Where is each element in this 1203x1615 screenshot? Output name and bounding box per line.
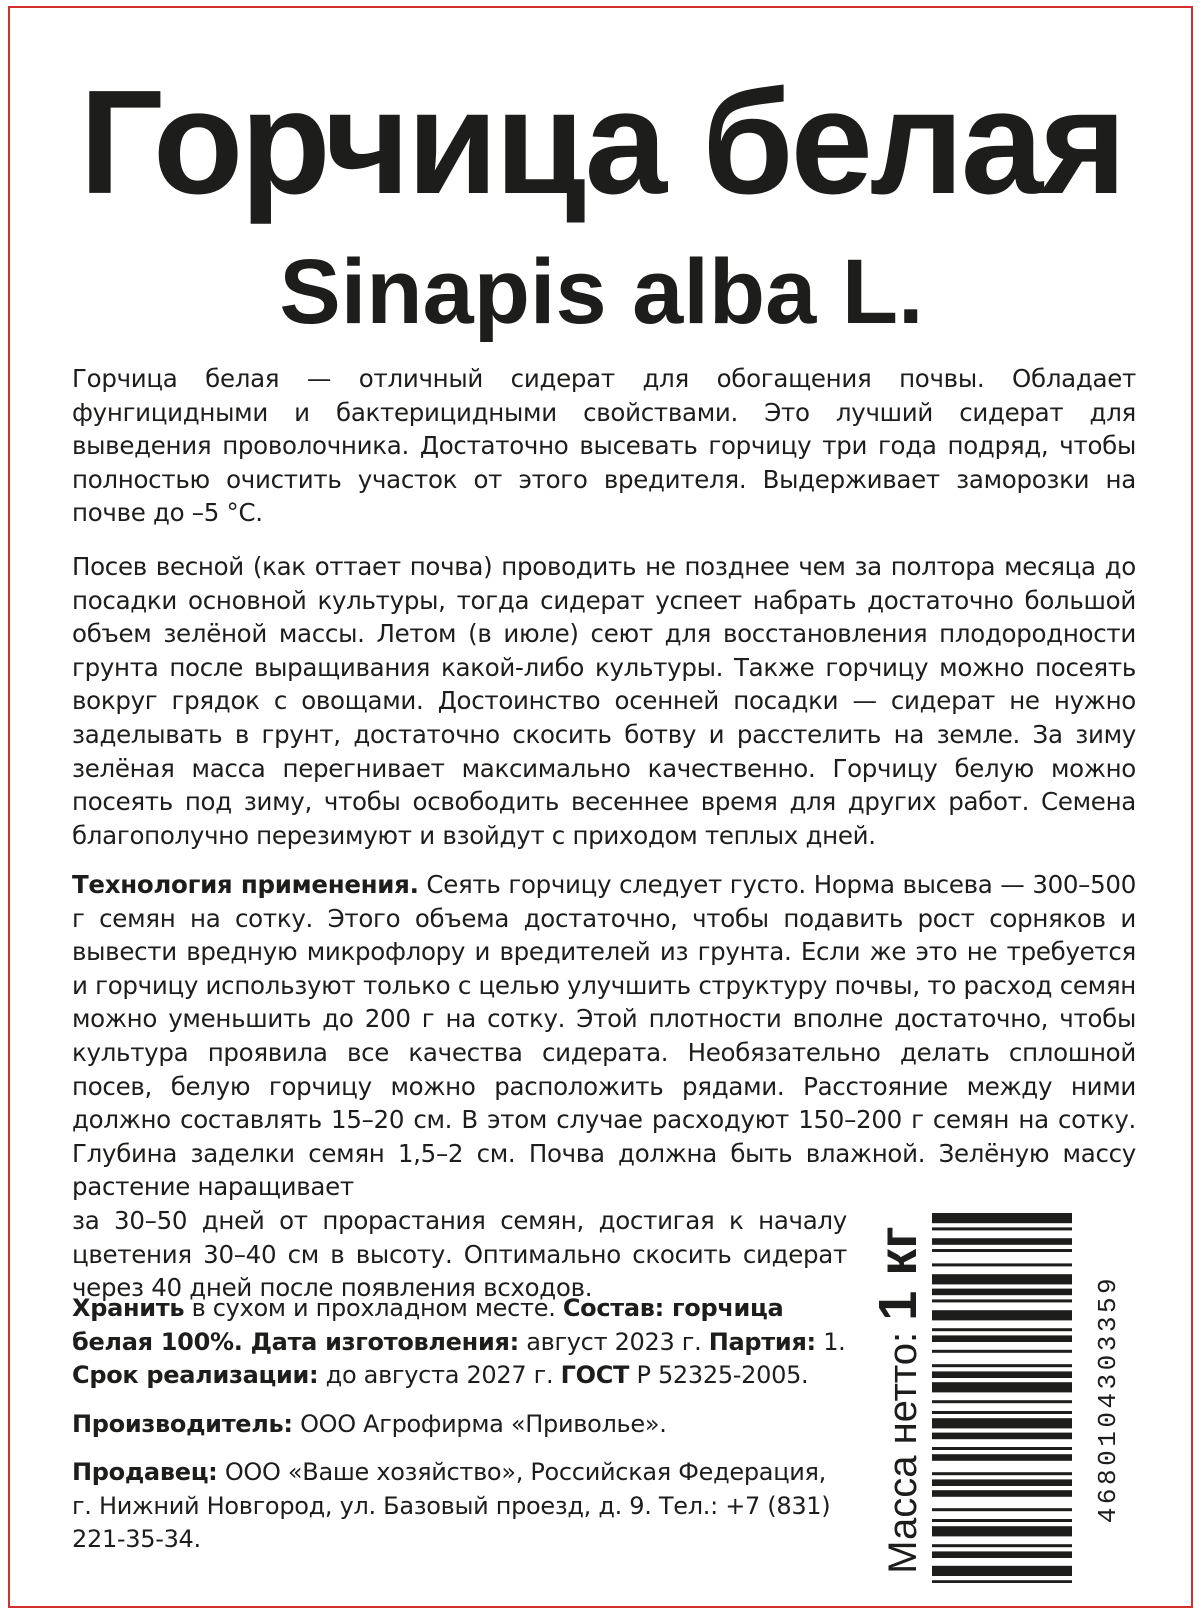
barcode-bar bbox=[932, 1544, 1072, 1547]
expiry-value: до августа 2027 г. bbox=[318, 1361, 561, 1389]
barcode-bar bbox=[932, 1479, 1072, 1486]
producer-info bbox=[72, 1408, 852, 1442]
batch-label: Партия: bbox=[708, 1327, 816, 1356]
barcode-bar bbox=[932, 1371, 1072, 1378]
barcode-bar bbox=[932, 1508, 1072, 1511]
manufacture-label: Дата изготовления: bbox=[242, 1327, 519, 1356]
batch-value: 1. bbox=[815, 1327, 846, 1356]
barcode-bar bbox=[932, 1335, 1072, 1342]
barcode-bar bbox=[932, 1580, 1072, 1583]
technology-text-tail: за 30–50 дней от прорастания семян, достигая к началу цветения 30–40 см в высоту. Оптимально скосить сидерат через 40 дней после появления всходов. bbox=[72, 1205, 847, 1303]
barcode-bar bbox=[932, 1472, 1072, 1475]
composition-label: Состав: горчица белая 100%. bbox=[72, 1294, 784, 1356]
barcode-bar bbox=[932, 1519, 1072, 1522]
barcode-bar bbox=[932, 1364, 1072, 1367]
barcode-digits bbox=[1078, 1209, 1138, 1589]
barcode-bar bbox=[932, 1566, 1072, 1576]
producer-value: ООО Агрофирма «Приволье». bbox=[292, 1410, 667, 1438]
barcode-bar bbox=[932, 1454, 1072, 1461]
store-label: Хранить bbox=[72, 1294, 185, 1322]
barcode-bar bbox=[932, 1238, 1072, 1245]
manufacture-value: август 2023 г. bbox=[518, 1327, 709, 1356]
barcode-bar bbox=[932, 1411, 1072, 1414]
technology-label: Технология применения. bbox=[72, 870, 419, 899]
product-title: Горчица белая bbox=[79, 60, 1124, 225]
barcode-bar bbox=[932, 1310, 1072, 1320]
barcode-bar bbox=[932, 1299, 1072, 1302]
barcode-bar bbox=[932, 1526, 1072, 1536]
seller-label: Продавец: bbox=[72, 1458, 218, 1486]
barcode-bar bbox=[932, 1490, 1072, 1497]
barcode-bar bbox=[932, 1213, 1072, 1223]
gost-label: ГОСТ bbox=[560, 1361, 630, 1389]
barcode-bar bbox=[932, 1249, 1072, 1252]
seller-value: ООО «Ваше хозяйство», Российская Федерация, г. Нижний Новгород, ул. Базовый проезд, д. 9. Тел.: +7 (831) 221-35-34. bbox=[72, 1458, 831, 1553]
technology-text: Сеять горчицу следует густо. Норма высева — 300–500 г семян на сотку. Этого объема достаточно, чтобы подавить рост сорняков и вывести вредную микрофлору и вредителей из грунта. Если же это не требуется и горчицу используют только с целью улучшить структуру почвы, то расход семян можно уменьшить до 200 г на сотку. Этой плотности вполне достаточно, чтобы культура проявила все качества сидерата. Необязательно делать сплошной посев, белую горчицу можно расположить рядами. Расстояние между ними должно составлять 15–20 см. В этом случае расходуют 150–200 г семян на сотку. Глубина заделки семян 1,5–2 см. Почва должна быть влажной. Зелёную массу растение наращивает bbox=[72, 870, 1136, 1202]
barcode-bar bbox=[932, 1418, 1072, 1428]
gost-value: Р 52325-2005. bbox=[629, 1361, 809, 1389]
seller-info bbox=[72, 1456, 852, 1557]
barcode-bar bbox=[932, 1400, 1072, 1403]
barcode-bar bbox=[932, 1350, 1072, 1353]
net-mass-value: 1 кг bbox=[868, 1226, 928, 1321]
barcode-bar bbox=[932, 1433, 1072, 1440]
barcode-bar bbox=[932, 1328, 1072, 1331]
barcode-bar bbox=[932, 1227, 1072, 1230]
product-latin-name: Sinapis alba L. bbox=[279, 241, 924, 343]
barcode-panel bbox=[868, 1205, 1148, 1595]
barcode-bar bbox=[932, 1447, 1072, 1450]
description-paragraph: Горчица белая — отличный сидерат для обогащения почвы. Обладает фунгицидными и бактерицидными свойствами. Это лучший сидерат для выведения проволочника. Достаточно высевать горчицу три года подряд, чтобы полностью очистить участок от этого вредителя. Выдерживает заморозки на почве до –5 °С. bbox=[72, 364, 1136, 528]
barcode-bar bbox=[932, 1263, 1072, 1266]
barcode-bar bbox=[932, 1551, 1072, 1558]
barcode-number: 4680104303359 bbox=[1093, 1274, 1123, 1524]
barcode-bar bbox=[932, 1274, 1072, 1284]
store-text: в сухом и прохладном месте. bbox=[184, 1294, 563, 1322]
net-mass-label: Масса нетто: bbox=[881, 1320, 925, 1574]
barcode-bar bbox=[932, 1289, 1072, 1296]
barcode-bar bbox=[932, 1382, 1072, 1392]
storage-info bbox=[72, 1292, 852, 1393]
sowing-paragraph: Посев весной (как оттает почва) проводить не позднее чем за полтора месяца до посадки основной культуры, тогда сидерат успеет набрать достаточно большой объем зелёной массы. Летом (в июле) сеют для восстановления плодородности грунта после выращивания какой-либо культуры. Также горчицу можно посеять вокруг грядок с овощами. Достоинство осенней посадки — сидерат не нужно заделывать в грунт, достаточно скосить ботву и расстелить на земле. За зиму зелёная масса перегнивает максимально качественно. Горчицу белую можно посеять под зиму, чтобы освободить весеннее время для других работ. Семена благополучно перезимуют и взойдут с приходом теплых дней. bbox=[72, 552, 1136, 850]
net-mass bbox=[868, 1205, 928, 1595]
expiry-label: Срок реализации: bbox=[72, 1361, 319, 1389]
producer-label: Производитель: bbox=[72, 1410, 293, 1438]
